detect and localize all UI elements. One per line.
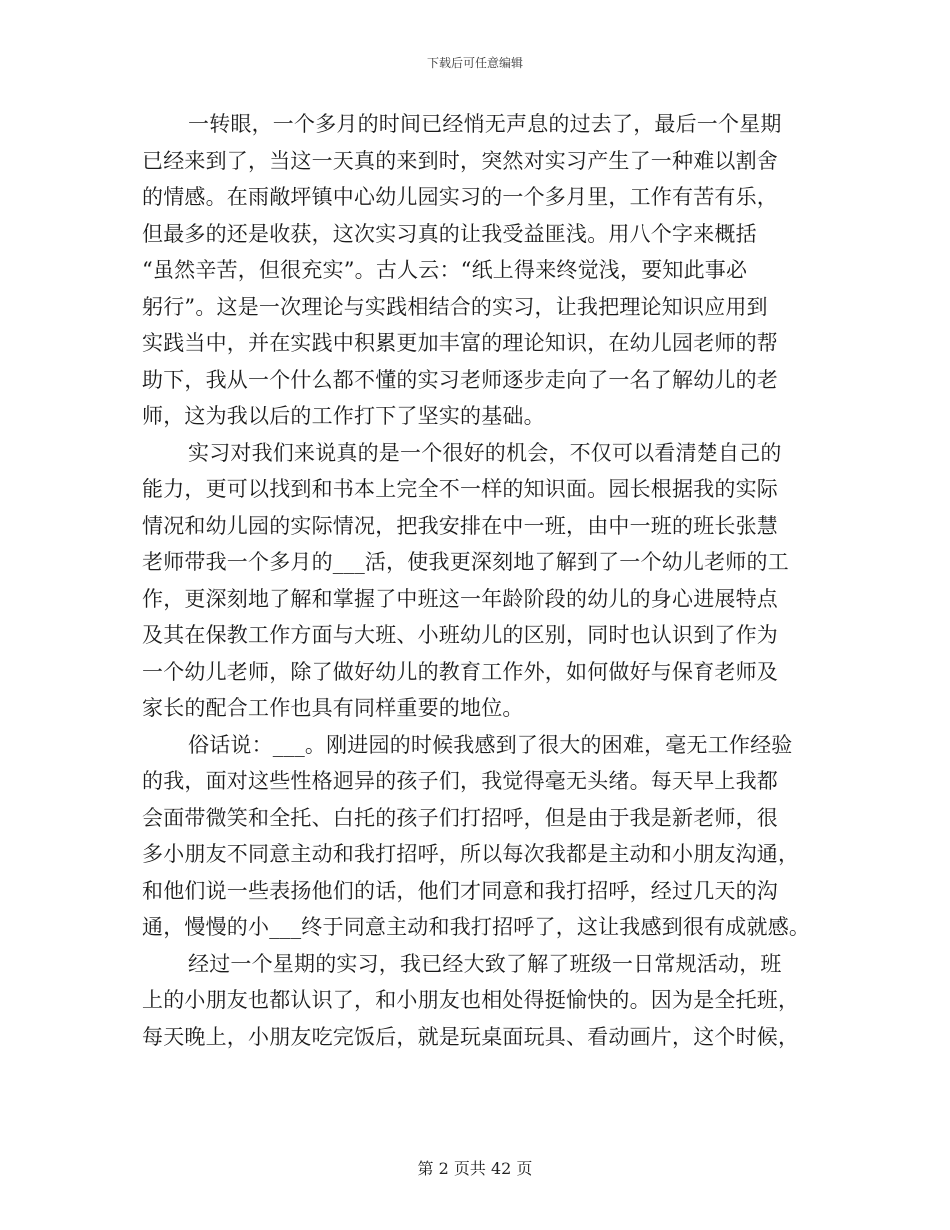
text-line: 通，慢慢的小___终于同意主动和我打招呼了，这让我感到很有成就感。 xyxy=(142,915,811,939)
text-line: 和他们说一些表扬他们的话，他们才同意和我打招呼，经过几天的沟 xyxy=(142,878,778,903)
text-line: 经过一个星期的实习，我已经大致了解了班级一日常规活动，班 xyxy=(188,951,782,976)
text-line: 情况和幼儿园的实际情况，把我安排在中一班，由中一班的班长张慧 xyxy=(142,513,778,538)
text-line: 躬行”。这是一次理论与实践相结合的实习，让我把理论知识应用到 xyxy=(142,294,768,319)
text-line: 老师带我一个多月的___活，使我更深刻地了解到了一个幼儿老师的工 xyxy=(142,550,789,574)
text-line: 的我，面对这些性格迥异的孩子们，我觉得毫无头绪。每天早上我都 xyxy=(142,769,778,793)
text-line: 的情感。在雨敞坪镇中心幼儿园实习的一个多月里，工作有苦有乐， xyxy=(142,185,778,209)
paragraph-4 xyxy=(142,946,807,1056)
text-line: 但最多的还是收获，这次实习真的让我受益匪浅。用八个字来概括 xyxy=(142,221,757,246)
text-line: 能力，更可以找到和书本上完全不一样的知识面。园长根据我的实际 xyxy=(142,477,778,501)
text-line: 及其在保教工作方面与大班、小班幼儿的区别，同时也认识到了作为 xyxy=(142,623,778,647)
paragraph-2 xyxy=(142,435,807,727)
text-line: 一个幼儿老师，除了做好幼儿的教育工作外，如何做好与保育老师及 xyxy=(142,659,778,684)
text-line: 师，这为我以后的工作打下了坚实的基础。 xyxy=(142,404,545,428)
text-line: 一转眼，一个多月的时间已经悄无声息的过去了，最后一个星期 xyxy=(188,112,782,136)
text-line: 已经来到了，当这一天真的来到时，突然对实习产生了一种难以割舍 xyxy=(142,148,778,173)
text-line: 助下，我从一个什么都不懂的实习老师逐步走向了一名了解幼儿的老 xyxy=(142,367,778,392)
text-line: “虽然辛苦，但很充实”。古人云：“纸上得来终觉浅，要知此事必 xyxy=(142,258,748,282)
text-line: 会面带微笑和全托、白托的孩子们打招呼，但是由于我是新老师，很 xyxy=(142,805,778,830)
text-line: 上的小朋友也都认识了，和小朋友也相处得挺愉快的。因为是全托班， xyxy=(142,988,800,1012)
document-body xyxy=(142,106,811,1055)
page-footer: 第 2 页共 42 页 xyxy=(417,1159,533,1178)
paragraph-3 xyxy=(142,727,811,946)
text-line: 多小朋友不同意主动和我打招呼，所以每次我都是主动和小朋友沟通， xyxy=(142,842,800,866)
text-line: 俗话说：___。刚进园的时候我感到了很大的困难，毫无工作经验 xyxy=(188,732,793,757)
text-line: 实践当中，并在实践中积累更加丰富的理论知识，在幼儿园老师的帮 xyxy=(142,331,778,355)
text-line: 家长的配合工作也具有同样重要的地位。 xyxy=(142,696,524,720)
text-line: 实习对我们来说真的是一个很好的机会，不仅可以看清楚自己的 xyxy=(188,440,782,465)
text-line: 作，更深刻地了解和掌握了中班这一年龄阶段的幼儿的身心进展特点 xyxy=(142,586,778,611)
page-header: 下载后可任意编辑 xyxy=(426,56,523,70)
paragraph-1 xyxy=(142,106,807,435)
text-line: 每天晚上，小朋友吃完饭后，就是玩桌面玩具、看动画片，这个时候， xyxy=(142,1024,800,1049)
